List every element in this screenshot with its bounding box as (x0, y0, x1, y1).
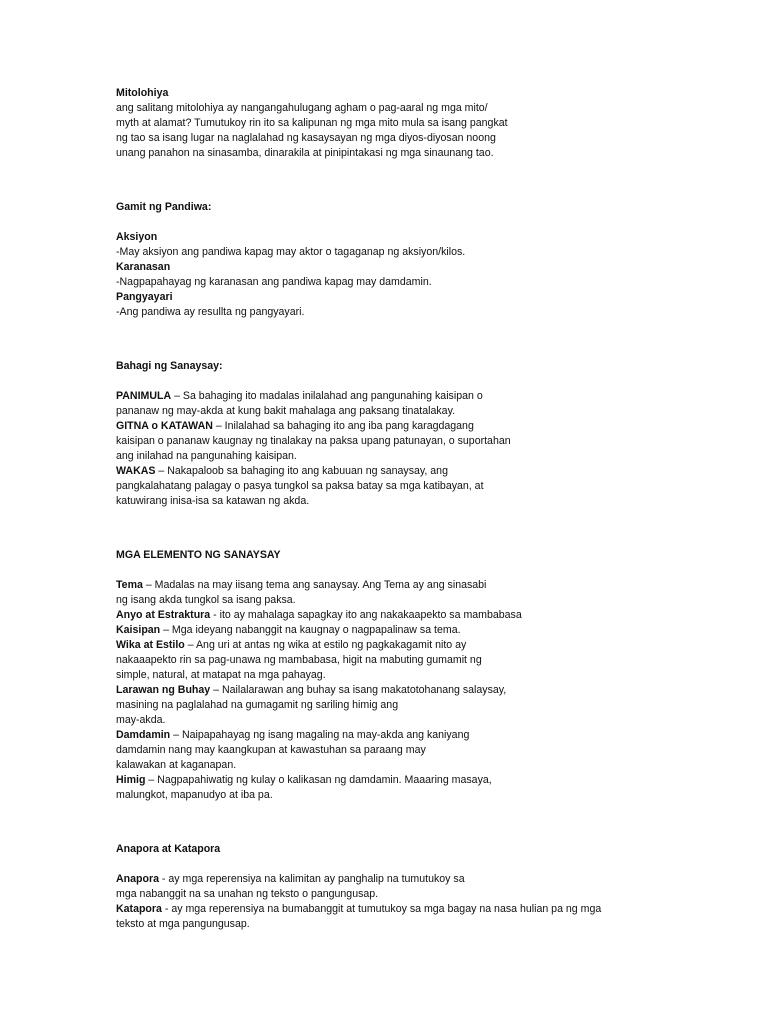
paragraph-line: mga nabanggit na sa unahan ng teksto o pangungusap. (116, 888, 379, 900)
section-title-elemento: MGA ELEMENTO NG SANAYSAY (116, 549, 281, 561)
paragraph-line: myth at alamat? Tumutukoy rin ito sa kalipunan ng mga mito mula sa isang pangkat (116, 117, 508, 129)
document-page (116, 86, 676, 932)
term-label: Wika at Estilo (116, 639, 185, 651)
paragraph-line: teksto at mga pangungusap. (116, 918, 250, 930)
term-definition: - ay mga reperensiya na bumabanggit at tumutukoy sa mga bagay na nasa hulian pa ng mga (161, 903, 602, 915)
term-label: Himig (116, 774, 146, 786)
subheading-karanasan: Karanasan (116, 261, 171, 273)
definition-larawan (116, 683, 676, 698)
paragraph-line: -Nagpapahayag ng karanasan ang pandiwa kapag may damdamin. (116, 276, 432, 288)
paragraph-line: -Ang pandiwa ay resullta ng pangyayari. (116, 306, 305, 318)
term-definition: – Madalas na may iisang tema ang sanaysay. Ang Tema ay ang sinasabi (142, 579, 487, 591)
paragraph-line: ang salitang mitolohiya ay nangangahulugang agham o pag-aaral ng mga mito/ (116, 102, 488, 114)
paragraph-line: malungkot, mapanudyo at iba pa. (116, 789, 273, 801)
paragraph-line: -May aksiyon ang pandiwa kapag may aktor o tagaganap ng aksiyon/kilos. (116, 246, 466, 258)
term-definition: – Sa bahaging ito madalas inilalahad ang pangunahing kaisipan o (171, 390, 483, 402)
section-title-anapora: Anapora at Katapora (116, 843, 221, 855)
subheading-pangyayari: Pangyayari (116, 291, 173, 303)
paragraph-line: katuwirang inisa-isa sa katawan ng akda. (116, 495, 310, 507)
section-title-pandiwa: Gamit ng Pandiwa: (116, 201, 212, 213)
term-definition: - ay mga reperensiya na kalimitan ay panghalip na tumutukoy sa (158, 873, 465, 885)
definition-himig (116, 773, 676, 788)
term-definition: - ito ay mahalaga sapagkay ito ang nakakaapekto sa mambabasa (210, 609, 522, 621)
term-label: GITNA o KATAWAN (116, 420, 213, 432)
term-label: Anyo at Estraktura (116, 609, 211, 621)
term-definition: – Nakapaloob sa bahaging ito ang kabuuan ng sanaysay, ang (155, 465, 448, 477)
section-title-sanaysay: Bahagi ng Sanaysay: (116, 360, 223, 372)
definition-wakas (116, 464, 676, 479)
term-label: Kaisipan (116, 624, 161, 636)
paragraph-line: kalawakan at kaganapan. (116, 759, 237, 771)
paragraph-line: may-akda. (116, 714, 166, 726)
term-definition: – Naipapahayag ng isang magaling na may-akda ang kaniyang (170, 729, 470, 741)
term-label: PANIMULA (116, 390, 172, 402)
term-definition: – Ang uri at antas ng wika at estilo ng pagkakagamit nito ay (184, 639, 467, 651)
term-definition: – Mga ideyang nabanggit na kaugnay o nagpapalinaw sa tema. (160, 624, 461, 636)
paragraph-line: damdamin nang may kaangkupan at kawastuhan sa paraang may (116, 744, 426, 756)
paragraph-line: unang panahon na sinasamba, dinarakila at pinipintakasi ng mga sinaunang tao. (116, 147, 494, 159)
term-label: Larawan ng Buhay (116, 684, 211, 696)
definition-anapora (116, 872, 676, 887)
paragraph-line: pangkalahatang palagay o pasya tungkol sa paksa batay sa mga katibayan, at (116, 480, 484, 492)
paragraph-line: ng tao sa isang lugar na naglalahad ng kasaysayan ng mga diyos-diyosan noong (116, 132, 496, 144)
term-definition: – Nagpapahiwatig ng kulay o kalikasan ng damdamin. Maaaring masaya, (145, 774, 492, 786)
definition-wika (116, 638, 676, 653)
paragraph-line: kaisipan o pananaw kaugnay ng tinalakay na paksa upang patunayan, o suportahan (116, 435, 511, 447)
definition-gitna (116, 419, 676, 434)
paragraph-line: ang inilahad na pangunahing kaisipan. (116, 450, 297, 462)
term-label: Tema (116, 579, 143, 591)
paragraph-line: simple, natural, at matapat na mga pahayag. (116, 669, 326, 681)
paragraph-line: ng isang akda tungkol sa isang paksa. (116, 594, 296, 606)
section-title-mitolohiya: Mitolohiya (116, 87, 169, 99)
definition-katapora (116, 902, 676, 917)
term-label: WAKAS (116, 465, 156, 477)
definition-damdamin (116, 728, 676, 743)
definition-anyo (116, 608, 676, 623)
paragraph-line: masining na paglalahad na gumagamit ng sariling himig ang (116, 699, 399, 711)
definition-panimula (116, 389, 676, 404)
term-label: Damdamin (116, 729, 171, 741)
subheading-aksiyon: Aksiyon (116, 231, 158, 243)
paragraph-line: pananaw ng may-akda at kung bakit mahalaga ang paksang tinatalakay. (116, 405, 456, 417)
term-definition: – Inilalahad sa bahaging ito ang iba pang karagdagang (212, 420, 474, 432)
term-label: Anapora (116, 873, 159, 885)
term-definition: – Nailalarawan ang buhay sa isang makatotohanang salaysay, (210, 684, 507, 696)
definition-kaisipan (116, 623, 676, 638)
paragraph-line: nakaaapekto rin sa pag-unawa ng mambabasa, higit na mabuting gumamit ng (116, 654, 482, 666)
definition-tema (116, 578, 676, 593)
term-label: Katapora (116, 903, 162, 915)
